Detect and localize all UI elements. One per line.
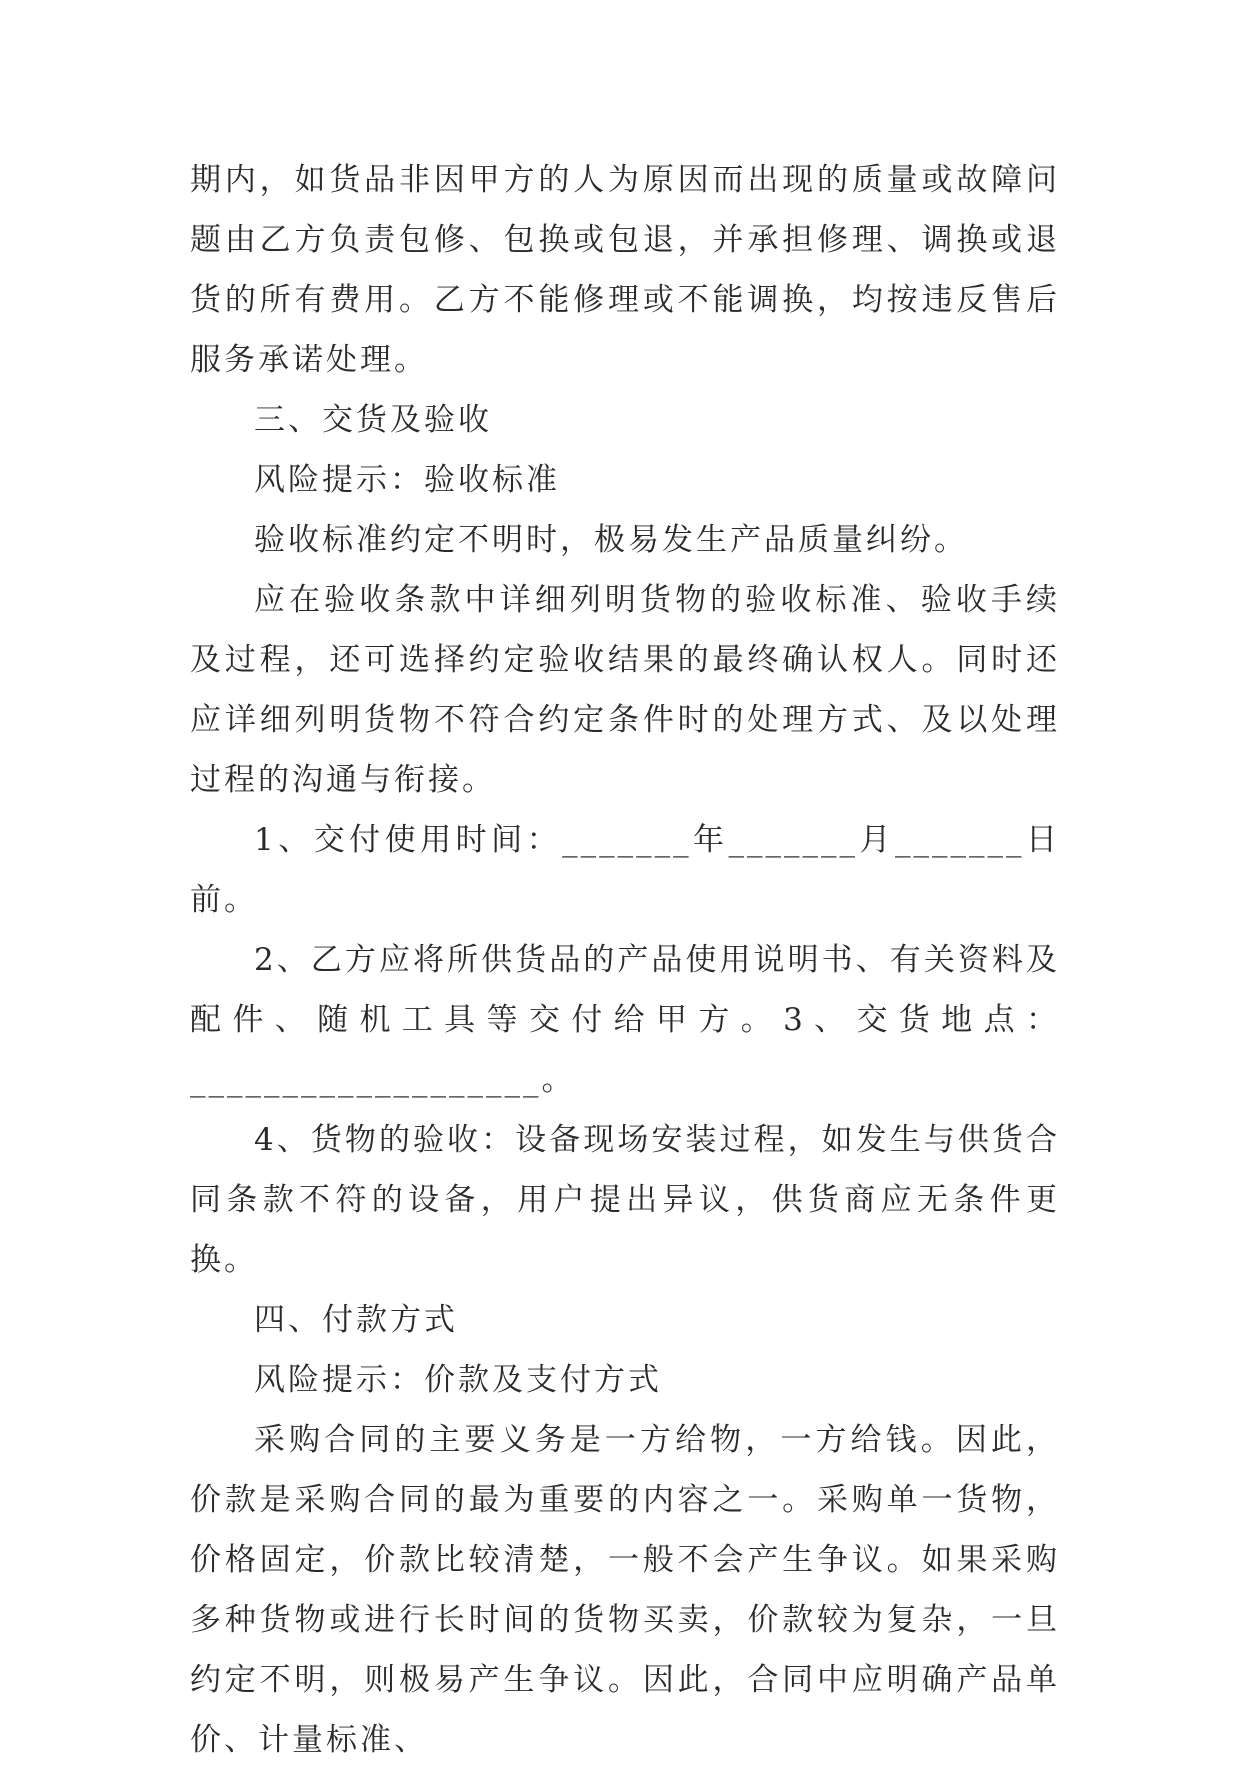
paragraph-warranty-continued: 期内，如货品非因甲方的人为原因而出现的质量或故障问题由乙方负责包修、包换或包退，并承担修理、调换或退货的所有费用。乙方不能修理或不能调换，均按违反售后服务承诺处理。 [190,162,1060,378]
section-heading-payment: 四、付款方式 [254,1302,458,1338]
risk-tip-price-payment: 风险提示：价款及支付方式 [254,1362,662,1398]
paragraph-acceptance-dispute: 验收标准约定不明时，极易发生产品质量纠纷。 [254,522,968,558]
clause-goods-acceptance: 4、货物的验收：设备现场安装过程，如发生与供货合同条款不符的设备，用户提出异议，供货商应无条件更换。 [190,1122,1060,1278]
section-heading-delivery-acceptance: 三、交货及验收 [254,402,492,438]
paragraph-acceptance-terms: 应在验收条款中详细列明货物的验收标准、验收手续及过程，还可选择约定验收结果的最终确认权人。同时还应详细列明货物不符合约定条件时的处理方式、及以处理过程的沟通与衔接。 [190,582,1060,798]
risk-tip-acceptance-standard: 风险提示：验收标准 [254,462,560,498]
clause-documents-and-location: 2、乙方应将所供货品的产品使用说明书、有关资料及配件、随机工具等交付给甲方。3、交货地点：___________________。 [190,942,1060,1098]
clause-delivery-time: 1、交付使用时间：_______年_______月_______日前。 [190,822,1060,918]
document-body [190,150,1060,1770]
paragraph-price-importance: 采购合同的主要义务是一方给物，一方给钱。因此，价款是采购合同的最为重要的内容之一。采购单一货物，价格固定，价款比较清楚，一般不会产生争议。如果采购多种货物或进行长时间的货物买卖，价款较为复杂，一旦约定不明，则极易产生争议。因此，合同中应明确产品单价、计量标准、 [190,1422,1060,1758]
